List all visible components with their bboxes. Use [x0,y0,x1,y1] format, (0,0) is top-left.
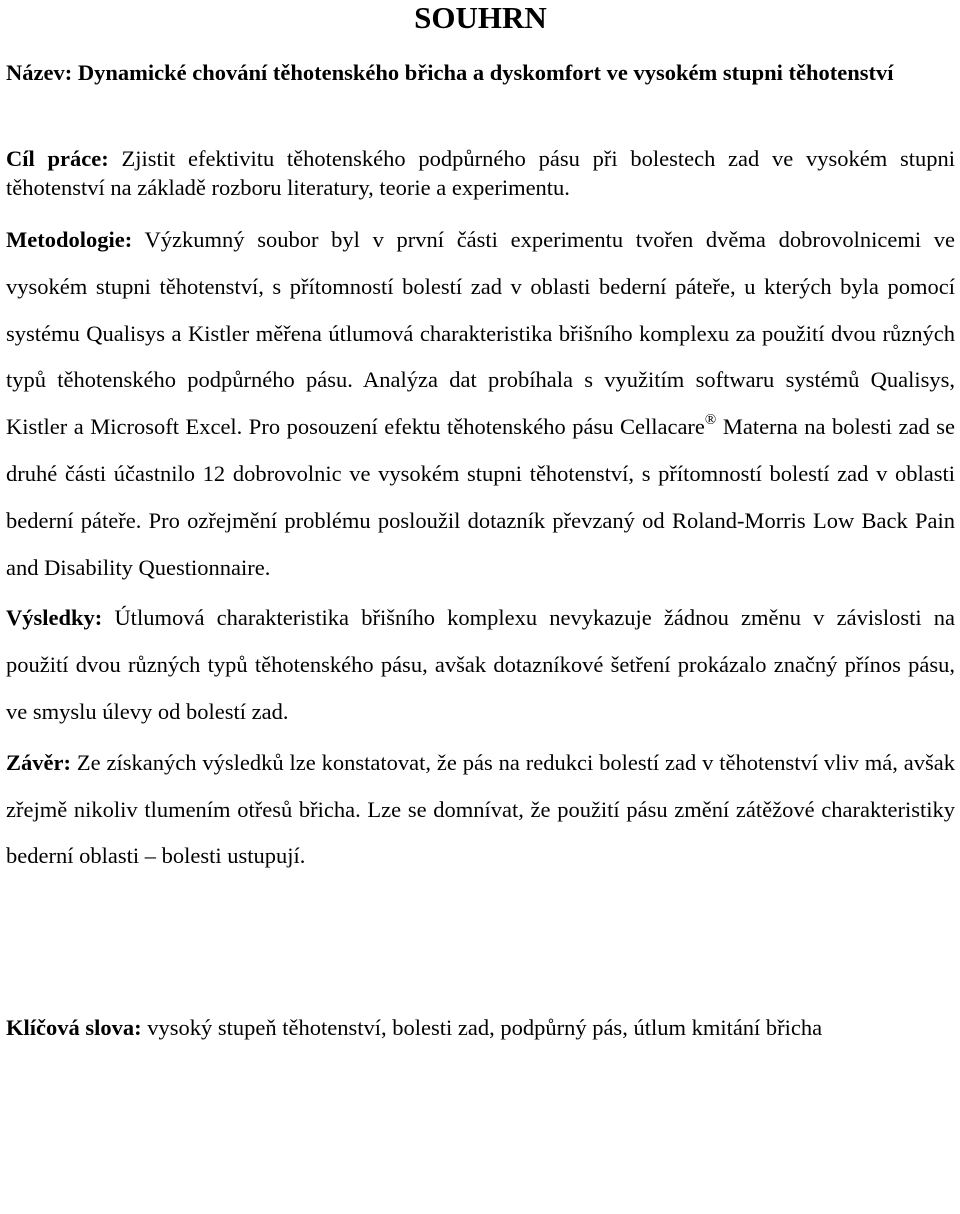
title-text: Dynamické chování těhotenského břicha a dyskomfort ve vysokém stupni těhotenství [77,60,894,85]
results-label: Výsledky: [6,605,103,631]
keywords-label: Klíčová slova: [6,1015,142,1041]
methodology-text-before: Výzkumný soubor byl v první části experimentu tvořen dvěma dobrovolnicemi ve vysokém stupni těhotenství, s přítomností bolestí zad v oblasti bederní páteře, u kterých byla pomocí systému Qualisys a Kistler měřena útlumová charakteristika břišního komplexu za použití dvou různých typů těhotenského podpůrného pásu. Analýza dat probíhala s využitím softwaru systémů Qualisys, Kistler a Microsoft Excel. Pro posouzení efektu těhotenského pásu Cellacare [6,227,955,440]
results-section [6,595,955,735]
aim-label: Cíl práce: [6,146,109,171]
aim-text: Zjistit efektivitu těhotenského podpůrného pásu při bolestech zad ve vysokém stupni těhotenství na základě rozboru literatury, teorie a experimentu. [6,146,956,200]
title-label: Název: [6,60,73,85]
page-heading: SOUHRN [414,0,547,35]
document-page [6,0,955,1052]
aim-section [6,144,955,202]
conclusion-text: Ze získaných výsledků lze konstatovat, že pás na redukci bolestí zad v těhotenství vliv má, avšak zřejmě nikoliv tlumením otřesů břicha. Lze se domnívat, že použití pásu změní zátěžové charakteristiky bederní oblasti – bolesti ustupují. [6,749,956,869]
thesis-title [6,57,955,88]
keywords-text: vysoký stupeň těhotenství, bolesti zad, podpůrný pás, útlum kmitání břicha [147,1015,823,1041]
conclusion-label: Závěr: [6,749,71,775]
methodology-label: Metodologie: [6,227,133,252]
results-text: Útlumová charakteristika břišního komplexu nevykazuje žádnou změnu v závislosti na použití dvou různých typů těhotenského pásu, avšak dotazníkové šetření prokázalo značný přínos pásu, ve smyslu úlevy od bolestí zad. [6,605,956,724]
keywords-section [6,1005,955,1052]
conclusion-section [6,740,955,880]
methodology-text-after: Materna na bolesti zad se druhé části účastnilo 12 dobrovolnic ve vysokém stupni těhotenství, s přítomností bolestí zad v oblasti bederní páteře. Pro ozřejmění problému posloužil dotazník převzaný od Roland-Morris Low Back Pain and Disability Questionnaire. [6,414,955,580]
methodology-section [6,217,955,591]
registered-mark: ® [704,412,717,429]
